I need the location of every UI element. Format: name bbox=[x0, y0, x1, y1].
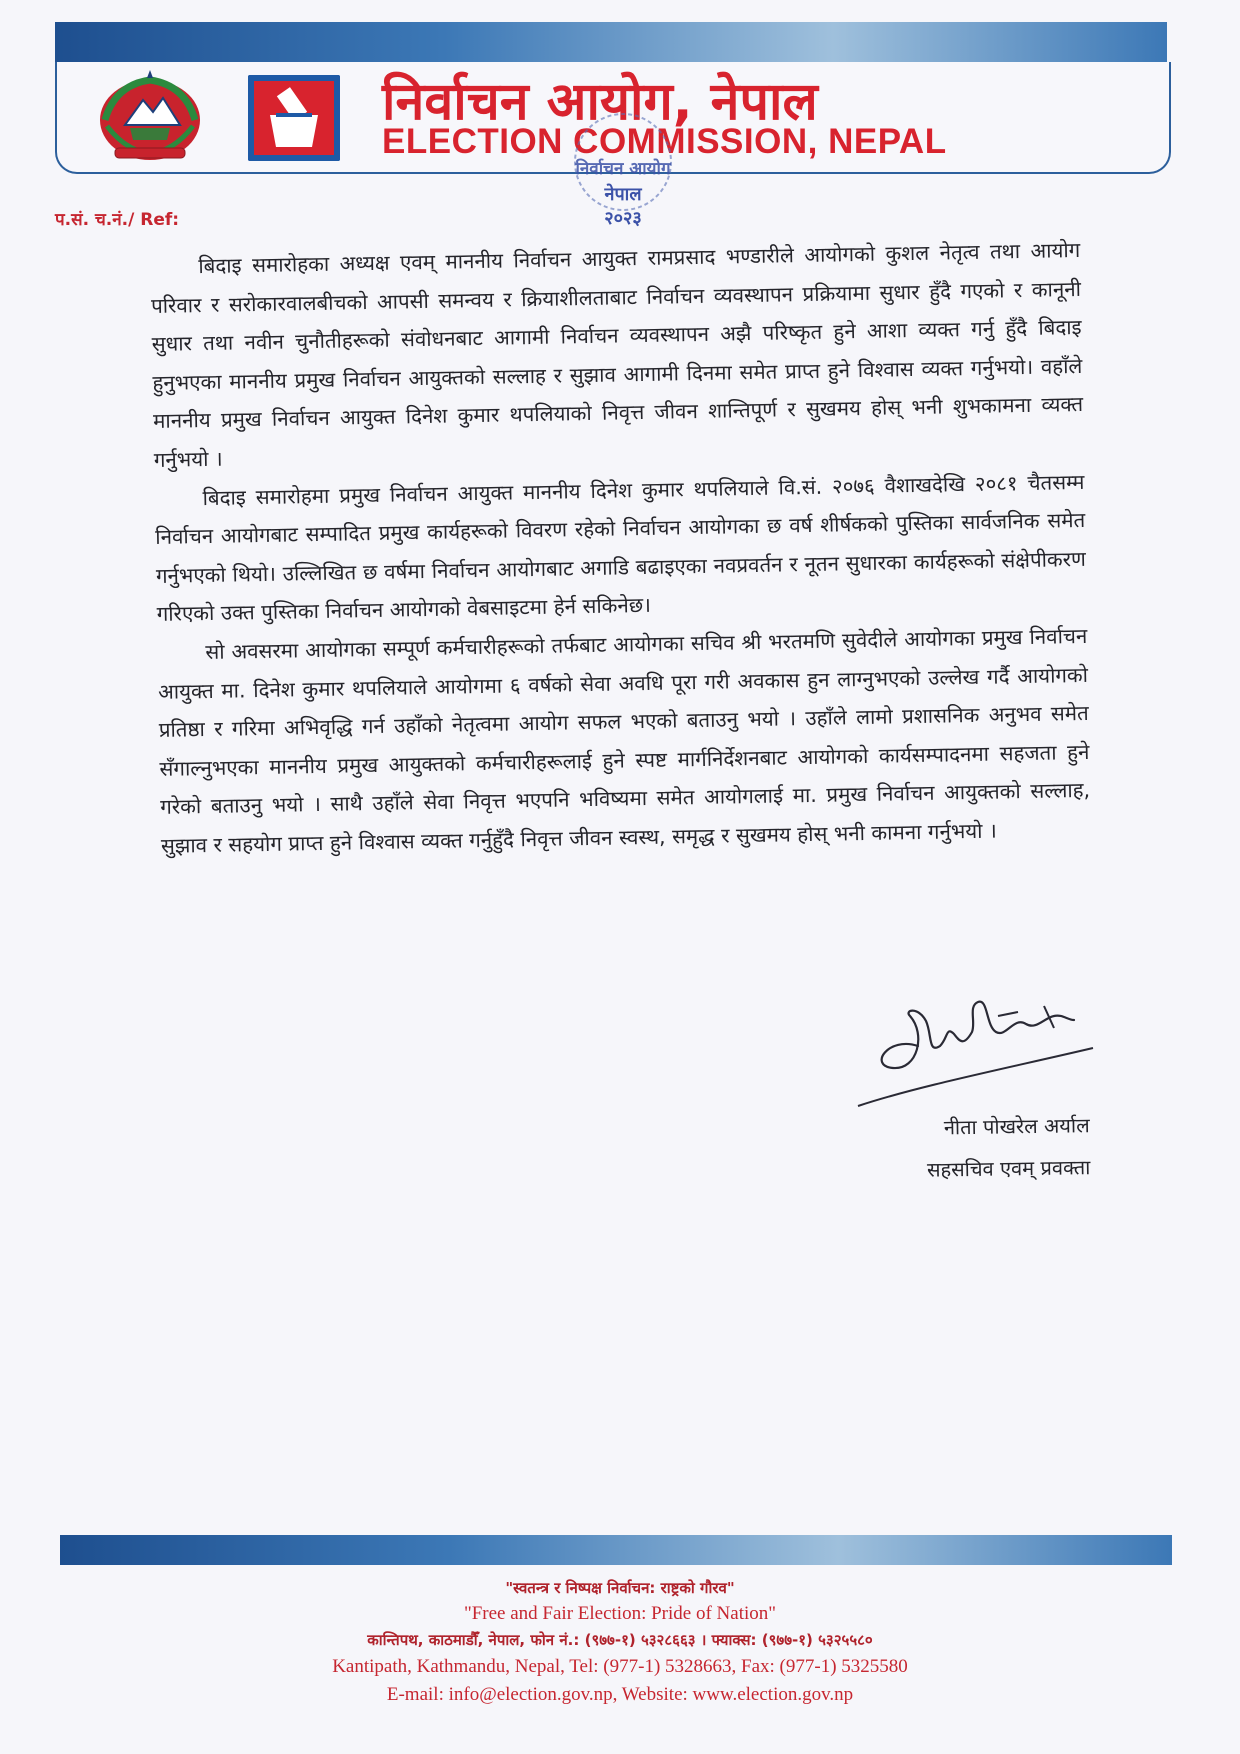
footer-contact: E-mail: info@election.gov.np, Website: www.election.gov.np bbox=[386, 1684, 854, 1705]
nepal-emblem-icon bbox=[95, 70, 205, 165]
letterhead-title-english: ELECTION COMMISSION, NEPAL bbox=[382, 122, 947, 161]
signatory-block bbox=[849, 1104, 1090, 1192]
ballot-box-icon bbox=[248, 75, 340, 161]
signature-icon bbox=[848, 976, 1098, 1116]
footer-band bbox=[60, 1535, 1172, 1565]
signatory-designation: सहसचिव एवम् प्रवक्ता bbox=[926, 1155, 1091, 1182]
svg-text:२०२३: २०२३ bbox=[604, 208, 642, 229]
svg-text:नेपाल: नेपाल bbox=[604, 184, 642, 205]
footer-address-english: Kantipath, Kathmandu, Nepal, Tel: (977-1) 5328663, Fax: (977-1) 5325580 bbox=[332, 1656, 908, 1677]
letter-body bbox=[150, 231, 1091, 865]
letterhead-title-nepali: निर्वाचन आयोग, नेपाल bbox=[382, 72, 818, 132]
header-band bbox=[55, 22, 1167, 64]
footer-motto-nepali: "स्वतन्त्र र निष्पक्ष निर्वाचन: राष्ट्रको गौरव" bbox=[505, 1579, 735, 1597]
signatory-name: नीता पोखरेल अर्याल bbox=[943, 1113, 1090, 1140]
body-paragraph-2: बिदाइ समारोहमा प्रमुख निर्वाचन आयुक्त माननीय दिनेश कुमार थपलियाले वि.सं. २०७६ वैशाखदेखि २०८१ चैतसम्म निर्वाचन आयोगबाट सम्पादित प्रमुख कार्यहरूको विवरण रहेको निर्वाचन आयोगका छ वर्ष शीर्षकको पुस्तिका सार्वजनिक समेत गर्नुभएको थियो। उल्लिखित छ वर्षमा निर्वाचन आयोगबाट अगाडि बढाइएका नवप्रवर्तन र नूतन सुधारका कार्यहरूको संक्षेपीकरण गरिएको उक्त पुस्तिका निर्वाचन आयोगको वेबसाइटमा हेर्न सकिनेछ। bbox=[155, 469, 1087, 627]
svg-text:निर्वाचन आयोग: निर्वाचन आयोग bbox=[575, 159, 671, 179]
reference-label: प.सं. च.नं./ Ref: bbox=[55, 210, 180, 230]
office-seal-icon bbox=[548, 112, 698, 232]
footer-motto-english: "Free and Fair Election: Pride of Nation" bbox=[463, 1603, 777, 1624]
letter-footer bbox=[160, 1575, 1080, 1709]
footer-address-nepali: कान्तिपथ, काठमाडौँ, नेपाल, फोन नं.: (९७७-१) ५३२८६६३ । फ्याक्स: (९७७-१) ५३२५५८० bbox=[367, 1631, 873, 1649]
body-paragraph-1: बिदाइ समारोहका अध्यक्ष एवम् माननीय निर्वाचन आयुक्त रामप्रसाद भण्डारीले आयोगको कुशल नेतृत्व तथा आयोग परिवार र सरोकारवालबीचको आपसी समन्वय र क्रियाशीलताबाट निर्वाचन व्यवस्थापन प्रक्रियामा सुधार हुँदै गएको र कानूनी सुधार तथा नवीन चुनौतीहरूको संवोधनबाट आगामी निर्वाचन व्यवस्थापन अझै परिष्कृत हुने आशा व्यक्त गर्नु हुँदै बिदाइ हुनुभएका माननीय प्रमुख निर्वाचन आयुक्तको सल्लाह र सुझाव आगामी दिनमा समेत प्राप्त हुने विश्वास व्यक्त गर्नुभयो। वहाँले माननीय प्रमुख निर्वाचन आयुक्त दिनेश कुमार थपलियाको निवृत्त जीवन शान्तिपूर्ण र सुखमय होस् भनी शुभकामना व्यक्त गर्नुभयो । bbox=[150, 237, 1084, 472]
body-paragraph-3: सो अवसरमा आयोगका सम्पूर्ण कर्मचारीहरूको तर्फबाट आयोगका सचिव श्री भरतमणि सुवेदीले आयोगका प्रमुख निर्वाचन आयुक्त मा. दिनेश कुमार थपलियाले आयोगमा ६ वर्षको सेवा अवधि पूरा गरी अवकास हुन लाग्नुभएको उल्लेख गर्दै आयोगको प्रतिष्ठा र गरिमा अभिवृद्धि गर्न उहाँको नेतृत्वमा आयोग सफल भएको बताउनु भयो । उहाँले लामो प्रशासनिक अनुभव समेत सँगाल्नुभएका माननीय प्रमुख आयुक्तको कर्मचारीहरूलाई हुने स्पष्ट मार्गनिर्देशनबाट आयोगको कार्यसम्पादनमा सहजता हुने गरेको बताउनु भयो । साथै उहाँले सेवा निवृत्त भएपनि भविष्यमा समेत आयोगलाई मा. प्रमुख निर्वाचन आयुक्तको सल्लाह, सुझाव र सहयोग प्राप्त हुने विश्वास व्यक्त गर्नुहुँदै निवृत्त जीवन स्वस्थ, समृद्ध र सुखमय होस् भनी कामना गर्नुभयो । bbox=[157, 623, 1091, 858]
